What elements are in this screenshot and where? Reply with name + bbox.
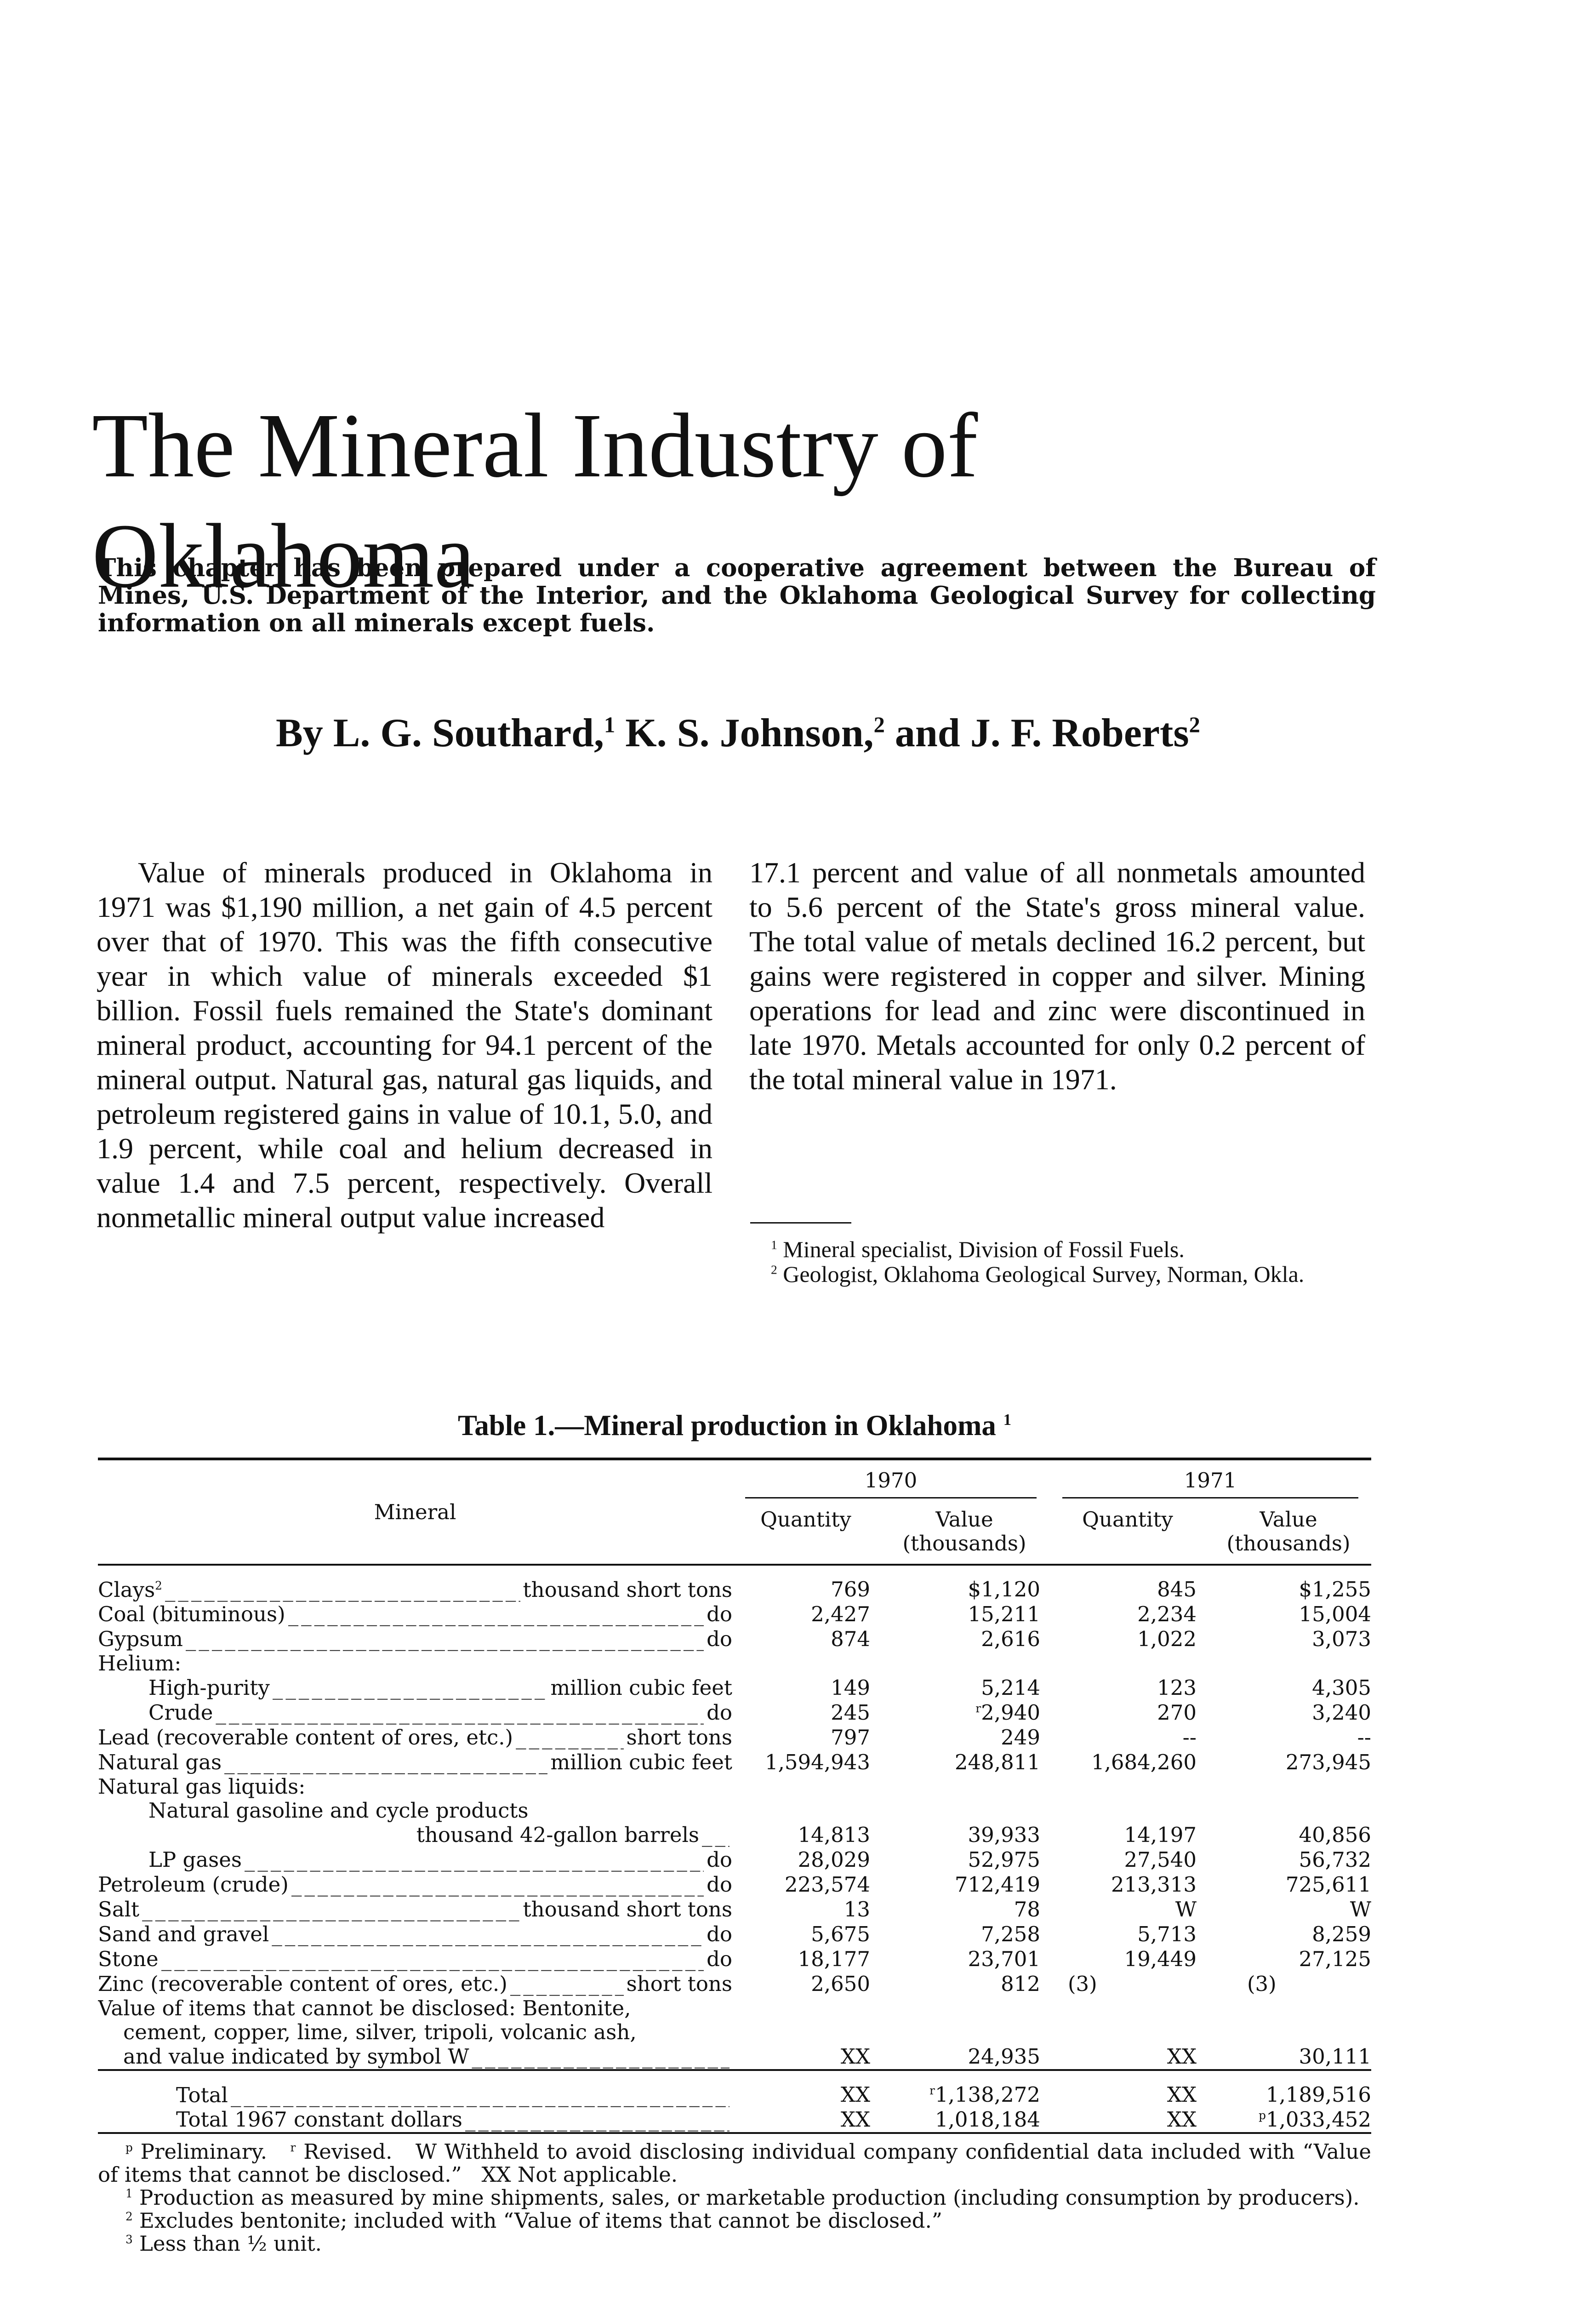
row-label bbox=[98, 1922, 732, 1947]
quantity-1970: 5,675 bbox=[811, 1922, 870, 1946]
row-label bbox=[98, 2044, 732, 2070]
table-row-sand-gravel bbox=[98, 1922, 1371, 1947]
quantity-1971: -- bbox=[1182, 1725, 1197, 1750]
unit-label: do bbox=[707, 1602, 732, 1626]
value-1971: $1,255 bbox=[1299, 1577, 1371, 1601]
table-row-ngl-heading bbox=[98, 1775, 1371, 1799]
row-label bbox=[98, 1725, 732, 1750]
row-label bbox=[98, 1823, 732, 1847]
body-column-right bbox=[749, 855, 1365, 1097]
quantity-1970: 245 bbox=[831, 1700, 870, 1725]
mineral-name: Gypsum bbox=[98, 1627, 183, 1651]
quantity-1970: 797 bbox=[831, 1725, 870, 1750]
table-row-stone bbox=[98, 1947, 1371, 1972]
quantity-1970: 1,594,943 bbox=[764, 1750, 870, 1774]
value-1971: (3) bbox=[1247, 1972, 1277, 1996]
quantity-1970: 2,650 bbox=[811, 1972, 870, 1996]
author-southard: L. G. Southard, bbox=[333, 711, 604, 755]
table-row-helium-crude bbox=[98, 1700, 1371, 1725]
value-label: Value bbox=[935, 1507, 993, 1532]
note-text: Excludes bentonite; included with “Value of items that cannot be disclosed.” bbox=[132, 2208, 942, 2233]
year-label: 1971 bbox=[1062, 1469, 1358, 1498]
table-row-coal bbox=[98, 1602, 1371, 1627]
column-header-quantity: Quantity bbox=[732, 1502, 879, 1565]
revised-mark: r bbox=[975, 1702, 981, 1715]
column-header-value bbox=[879, 1502, 1049, 1565]
quantity-1971: W bbox=[1175, 1897, 1197, 1922]
mineral-name: Salt bbox=[98, 1897, 140, 1922]
table-row-clays bbox=[98, 1565, 1371, 1602]
value-1971: 3,073 bbox=[1312, 1627, 1371, 1651]
quantity-1971: (3) bbox=[1068, 1972, 1097, 1996]
column-header-year-1970 bbox=[732, 1459, 1049, 1502]
value-1970: $1,120 bbox=[968, 1577, 1040, 1601]
value-1971: 40,856 bbox=[1299, 1823, 1371, 1847]
mineral-name: and value indicated by symbol W bbox=[123, 2044, 469, 2069]
value-1970: 249 bbox=[1001, 1725, 1040, 1750]
table-note-1 bbox=[98, 2186, 1371, 2209]
value-1970: 7,258 bbox=[981, 1922, 1040, 1946]
table-note-3 bbox=[98, 2232, 1371, 2255]
byline-prefix: By bbox=[276, 711, 333, 755]
table-row-total-1967-dollars bbox=[98, 2107, 1371, 2133]
value-1971: 8,259 bbox=[1312, 1922, 1371, 1946]
unit-label: do bbox=[707, 1872, 732, 1897]
value-1970: 39,933 bbox=[968, 1823, 1040, 1847]
table-note-2 bbox=[98, 2209, 1371, 2232]
author-footnotes bbox=[750, 1237, 1366, 1287]
row-label: Natural gasoline and cycle products bbox=[148, 1799, 529, 1823]
value-1971: 3,240 bbox=[1312, 1700, 1371, 1725]
table-row-natural-gasoline-heading bbox=[98, 1799, 1371, 1823]
year-label: 1970 bbox=[745, 1469, 1037, 1498]
footnote-mark: 2 bbox=[125, 2210, 133, 2223]
mineral-name: Total 1967 constant dollars bbox=[176, 2107, 462, 2132]
quantity-1971: 19,449 bbox=[1124, 1947, 1197, 1971]
unit-label: thousand short tons bbox=[523, 1897, 732, 1922]
table-row-petroleum bbox=[98, 1872, 1371, 1897]
preliminary-mark: p bbox=[1259, 2109, 1266, 2122]
quantity-1970: 874 bbox=[831, 1627, 870, 1651]
value-text: 1,138,272 bbox=[935, 2082, 1040, 2107]
footnote-mark: 1 bbox=[125, 2187, 133, 2200]
row-label bbox=[98, 1947, 732, 1972]
unit-label: thousand short tons bbox=[523, 1577, 732, 1602]
value-1970: 248,811 bbox=[954, 1750, 1040, 1774]
unit-label: thousand 42-gallon barrels bbox=[416, 1823, 699, 1847]
quantity-1970: 2,427 bbox=[811, 1602, 870, 1626]
value-1970: 5,214 bbox=[981, 1676, 1040, 1700]
value-1971 bbox=[1206, 2107, 1371, 2133]
row-label bbox=[98, 1847, 732, 1872]
author-footnote-ref: 2 bbox=[1189, 713, 1200, 738]
value-text: 1,033,452 bbox=[1265, 2107, 1371, 2132]
footnote-2 bbox=[750, 1262, 1366, 1287]
value-1970: 52,975 bbox=[968, 1847, 1040, 1872]
value-1970: 15,211 bbox=[968, 1602, 1040, 1626]
column-header-quantity: Quantity bbox=[1049, 1502, 1206, 1565]
quantity-1971: XX bbox=[1049, 2044, 1206, 2070]
quantity-1971: 5,713 bbox=[1137, 1922, 1197, 1946]
footnote-text: Mineral specialist, Division of Fossil Fuels. bbox=[777, 1236, 1185, 1262]
mineral-name: Petroleum (crude) bbox=[98, 1872, 289, 1897]
value-1970: 812 bbox=[1001, 1972, 1040, 1996]
quantity-1971: 213,313 bbox=[1111, 1872, 1197, 1897]
mineral-name: LP gases bbox=[148, 1847, 242, 1872]
unit-label: do bbox=[707, 1922, 732, 1946]
author-byline bbox=[276, 708, 1287, 759]
value-1971: 4,305 bbox=[1312, 1676, 1371, 1700]
value-1971: W bbox=[1350, 1897, 1371, 1922]
column-header-year-1971 bbox=[1049, 1459, 1371, 1502]
value-1970: 23,701 bbox=[968, 1947, 1040, 1971]
note-text: Preliminary. bbox=[132, 2139, 268, 2164]
value-1970: 78 bbox=[1014, 1897, 1040, 1922]
table-row-undisclosed-3 bbox=[98, 2044, 1371, 2070]
value-unit: (thousands) bbox=[1226, 1531, 1351, 1556]
value-1971: 56,732 bbox=[1299, 1847, 1371, 1872]
column-header-mineral: Mineral bbox=[98, 1459, 732, 1565]
value-1970 bbox=[879, 2070, 1049, 2107]
author-footnote-ref: 1 bbox=[604, 713, 616, 738]
quantity-1971: 27,540 bbox=[1124, 1847, 1197, 1872]
unit-label: million cubic feet bbox=[550, 1750, 732, 1774]
value-1971: 15,004 bbox=[1299, 1602, 1371, 1626]
table-note-symbols bbox=[98, 2140, 1371, 2186]
mineral-name: Coal (bituminous) bbox=[98, 1602, 285, 1626]
value-1971: 725,611 bbox=[1285, 1872, 1371, 1897]
page-title: The Mineral Industry of Oklahoma bbox=[92, 395, 978, 607]
value-1971: 1,189,516 bbox=[1265, 2082, 1371, 2107]
row-label bbox=[98, 2107, 732, 2133]
author-footnote-ref: 2 bbox=[873, 713, 885, 738]
unit-label: do bbox=[707, 1700, 732, 1725]
quantity-1970: 223,574 bbox=[784, 1872, 870, 1897]
table-footnotes bbox=[98, 2140, 1371, 2255]
unit-label: do bbox=[707, 1847, 732, 1872]
quantity-1971: 123 bbox=[1157, 1676, 1197, 1700]
row-label bbox=[98, 1750, 732, 1775]
author-roberts: J. F. Roberts bbox=[970, 711, 1189, 755]
table-title-text: Table 1.—Mineral production in Oklahoma bbox=[457, 1409, 996, 1441]
row-label bbox=[98, 2070, 732, 2107]
footnote-ref: 2 bbox=[155, 1578, 162, 1592]
table-row-natural-gasoline bbox=[98, 1823, 1371, 1847]
quantity-1970: 14,813 bbox=[798, 1823, 870, 1847]
table-title bbox=[98, 1407, 1371, 1444]
quantity-1970: 13 bbox=[844, 1897, 870, 1922]
note-text: Production as measured by mine shipments, sales, or marketable production (including consumption by producers). bbox=[132, 2185, 1360, 2210]
unit-label: short tons bbox=[626, 1972, 732, 1996]
row-label bbox=[98, 1627, 732, 1652]
row-label bbox=[98, 1565, 732, 1602]
value-1970 bbox=[879, 1700, 1049, 1725]
mineral-name: Crude bbox=[148, 1700, 213, 1725]
note-text: XX Not applicable. bbox=[481, 2162, 678, 2187]
footnote-mark: 2 bbox=[771, 1262, 777, 1277]
mineral-production-table bbox=[98, 1458, 1371, 2134]
quantity-1971: 2,234 bbox=[1137, 1602, 1197, 1626]
value-1970: 712,419 bbox=[954, 1872, 1040, 1897]
value-1971: 30,111 bbox=[1206, 2044, 1371, 2070]
value-1970: 2,616 bbox=[981, 1627, 1040, 1651]
row-label bbox=[98, 1676, 732, 1700]
footnote-mark: 1 bbox=[771, 1237, 777, 1252]
value-text: 2,940 bbox=[981, 1700, 1040, 1725]
preliminary-mark: p bbox=[125, 2141, 133, 2154]
quantity-1970: XX bbox=[732, 2044, 879, 2070]
quantity-1970: XX bbox=[732, 2107, 879, 2133]
quantity-1971: XX bbox=[1049, 2107, 1206, 2133]
value-1971: -- bbox=[1357, 1725, 1371, 1750]
table-row-helium-heading bbox=[98, 1652, 1371, 1676]
value-1971: 273,945 bbox=[1285, 1750, 1371, 1774]
unit-label: do bbox=[707, 1627, 732, 1651]
footnote-text: Geologist, Oklahoma Geological Survey, Norman, Okla. bbox=[777, 1261, 1305, 1287]
quantity-1970: 149 bbox=[831, 1676, 870, 1700]
quantity-1971: 1,022 bbox=[1137, 1627, 1197, 1651]
quantity-1971: XX bbox=[1167, 2082, 1197, 2107]
quantity-1971: 1,684,260 bbox=[1091, 1750, 1197, 1774]
quantity-1971: 14,197 bbox=[1124, 1823, 1197, 1847]
row-label bbox=[98, 1872, 732, 1897]
mineral-name: High-purity bbox=[148, 1676, 270, 1700]
table-title-footnote-ref: 1 bbox=[1003, 1411, 1012, 1429]
byline-and: and bbox=[884, 711, 970, 755]
mineral-name: Natural gas bbox=[98, 1750, 222, 1774]
table-row-undisclosed-1 bbox=[98, 1996, 1371, 2020]
quantity-1970: 28,029 bbox=[798, 1847, 870, 1872]
mineral-name: Clays bbox=[98, 1577, 155, 1602]
author-johnson: K. S. Johnson, bbox=[615, 711, 874, 755]
table-row-total bbox=[98, 2070, 1371, 2107]
mineral-name: Stone bbox=[98, 1947, 159, 1971]
row-label bbox=[98, 1602, 732, 1627]
value-1971: 27,125 bbox=[1299, 1947, 1371, 1971]
row-label bbox=[98, 1897, 732, 1922]
body-paragraph: 17.1 percent and value of all nonmetals amounted to 5.6 percent of the State's gross mineral value. The total value of metals declined 16.2 percent, but gains were registered in copper and silver. Mining operations for lead and zinc were discontinued in late 1970. Metals accounted for only 0.2 percent of the total mineral value in 1971. bbox=[749, 856, 1365, 1096]
footnote-divider bbox=[750, 1222, 851, 1224]
footnote-1 bbox=[750, 1237, 1366, 1262]
note-text: Revised. bbox=[296, 2139, 393, 2164]
row-label bbox=[98, 1700, 732, 1725]
revised-mark: r bbox=[929, 2084, 935, 2097]
footnote-mark: 3 bbox=[125, 2233, 133, 2246]
table-row-lp-gases bbox=[98, 1847, 1371, 1872]
unit-label: million cubic feet bbox=[550, 1676, 732, 1700]
revised-mark: r bbox=[290, 2141, 296, 2154]
mineral-name: Total bbox=[176, 2082, 228, 2107]
cooperative-agreement-note: This chapter has been prepared under a cooperative agreement between the Bureau of Mines, U.S. Department of the Interior, and the Oklahoma Geological Survey for collecting information on all minerals except fuels. bbox=[98, 554, 1376, 637]
mineral-name: Zinc (recoverable content of ores, etc.) bbox=[98, 1972, 507, 1996]
mineral-name: Sand and gravel bbox=[98, 1922, 269, 1946]
unit-label: do bbox=[707, 1947, 732, 1971]
note-text: W Withheld to avoid disclosing individual company confidential data included with “Value of items that cannot be disclosed.” bbox=[98, 2139, 1372, 2187]
quantity-1970: 18,177 bbox=[798, 1947, 870, 1971]
value-label: Value bbox=[1260, 1507, 1317, 1532]
body-paragraph: Value of minerals produced in Oklahoma in 1971 was $1,190 million, a net gain of 4.5 percent over that of 1970. This was the fifth consecutive year in which value of minerals exceeded $1 billion. Fossil fuels remained the State's dominant mineral product, accounting for 94.1 percent of the mineral output. Natural gas, natural gas liquids, and petroleum registered gains in value of 10.1, 5.0, and 1.9 percent, while coal and helium decreased in value 1.4 and 7.5 percent, respectively. Overall nonmetallic mineral output value increased bbox=[97, 856, 712, 1234]
table-row-helium-high-purity bbox=[98, 1676, 1371, 1700]
row-label: Natural gas liquids: bbox=[98, 1775, 306, 1799]
value-1970: 1,018,184 bbox=[879, 2107, 1049, 2133]
row-label bbox=[98, 1972, 732, 1996]
value-unit: (thousands) bbox=[902, 1531, 1026, 1556]
quantity-1971: 270 bbox=[1157, 1700, 1197, 1725]
row-label: Value of items that cannot be disclosed: Bentonite, bbox=[98, 1996, 631, 2020]
value-1970: 24,935 bbox=[879, 2044, 1049, 2070]
body-column-left bbox=[97, 855, 712, 1235]
table-row-gypsum bbox=[98, 1627, 1371, 1652]
note-text: Less than ½ unit. bbox=[132, 2231, 322, 2256]
quantity-1971: 845 bbox=[1157, 1577, 1197, 1601]
unit-label: short tons bbox=[626, 1725, 732, 1750]
quantity-1970: 769 bbox=[831, 1577, 870, 1601]
table-row-salt bbox=[98, 1897, 1371, 1922]
table-row-zinc bbox=[98, 1972, 1371, 1996]
table-row-natural-gas bbox=[98, 1750, 1371, 1775]
mineral-name: Lead (recoverable content of ores, etc.) bbox=[98, 1725, 513, 1750]
column-header-value bbox=[1206, 1502, 1371, 1565]
quantity-1970: XX bbox=[840, 2082, 870, 2107]
row-label: Helium: bbox=[98, 1652, 182, 1676]
row-label: cement, copper, lime, silver, tripoli, volcanic ash, bbox=[123, 2020, 637, 2044]
table-row-undisclosed-2 bbox=[98, 2020, 1371, 2044]
table-row-lead bbox=[98, 1725, 1371, 1750]
